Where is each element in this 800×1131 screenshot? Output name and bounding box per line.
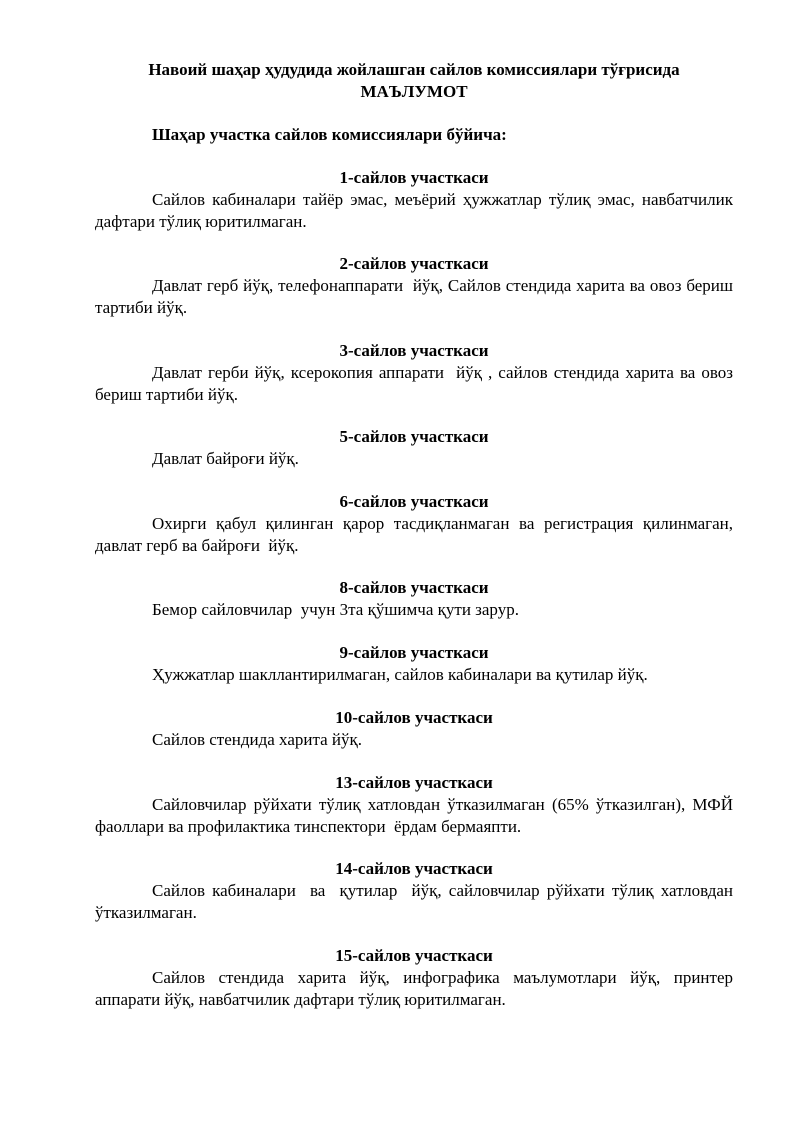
section-station-9 (95, 642, 733, 686)
section-text: Ҳужжатлар шакллантирилмаган, сайлов кабиналари ва қутилар йўқ. (152, 665, 648, 684)
section-heading: 8-сайлов участкаси (339, 578, 489, 597)
section-heading: 13-сайлов участкаси (335, 773, 493, 792)
section-station-10 (95, 707, 733, 751)
document-subtitle: Шаҳар участка сайлов комиссиялари бўйича: (152, 125, 507, 144)
section-heading: 9-сайлов участкаси (339, 643, 489, 662)
section-text: Сайлов кабиналари тайёр эмас, меъёрий ҳужжатлар тўлиқ эмас, навбатчилик дафтари тўлиқ юритилмаган. (95, 190, 738, 231)
section-text: Бемор сайловчилар учун 3та қўшимча қути зарур. (152, 600, 519, 619)
section-station-3 (95, 340, 738, 406)
section-station-1 (95, 167, 738, 233)
section-heading: 14-сайлов участкаси (335, 859, 493, 878)
section-station-2 (95, 253, 738, 319)
section-heading: 10-сайлов участкаси (335, 708, 493, 727)
section-station-13 (95, 772, 738, 838)
section-text: Давлат герб йўқ, телефонаппарати йўқ, Сайлов стендида харита ва овоз бериш тартиби йўқ. (95, 276, 738, 317)
section-text: Сайлов кабиналари ва қутилар йўқ, сайловчилар рўйхати тўлиқ хатловдан ўтказилмаган. (95, 881, 738, 922)
section-text: Сайлов стендида харита йўқ, инфографика маълумотлари йўқ, принтер аппарати йўқ, навбатчилик дафтари тўлиқ юритилмаган. (95, 968, 738, 1009)
section-heading: 6-сайлов участкаси (339, 492, 489, 511)
section-text: Охирги қабул қилинган қарор тасдиқланмаган ва регистрация қилинмаган, давлат герб ва байроғи йўқ. (95, 514, 738, 555)
section-heading: 5-сайлов участкаси (339, 427, 489, 446)
document-title-line-1: Навоий шаҳар ҳудудида жойлашган сайлов комиссиялари тўғрисида (148, 60, 680, 79)
section-station-15 (95, 945, 738, 1011)
section-heading: 2-сайлов участкаси (339, 254, 489, 273)
document-title-line-2: МАЪЛУМОТ (360, 82, 468, 101)
section-station-8 (95, 577, 733, 621)
section-station-6 (95, 491, 738, 557)
section-station-5 (95, 426, 733, 470)
section-heading: 1-сайлов участкаси (339, 168, 489, 187)
section-station-14 (95, 858, 738, 924)
section-heading: 3-сайлов участкаси (339, 341, 489, 360)
section-text: Сайлов стендида харита йўқ. (152, 730, 363, 749)
section-text: Давлат герби йўқ, ксерокопия аппарати йўқ , сайлов стендида харита ва овоз бериш тартиби йўқ. (95, 363, 738, 404)
section-text: Сайловчилар рўйхати тўлиқ хатловдан ўтказилмаган (65% ўтказилган), МФЙ фаоллари ва профилактика тинспектори ёрдам бермаяпти. (95, 795, 738, 836)
section-text: Давлат байроғи йўқ. (152, 449, 299, 468)
section-heading: 15-сайлов участкаси (335, 946, 493, 965)
